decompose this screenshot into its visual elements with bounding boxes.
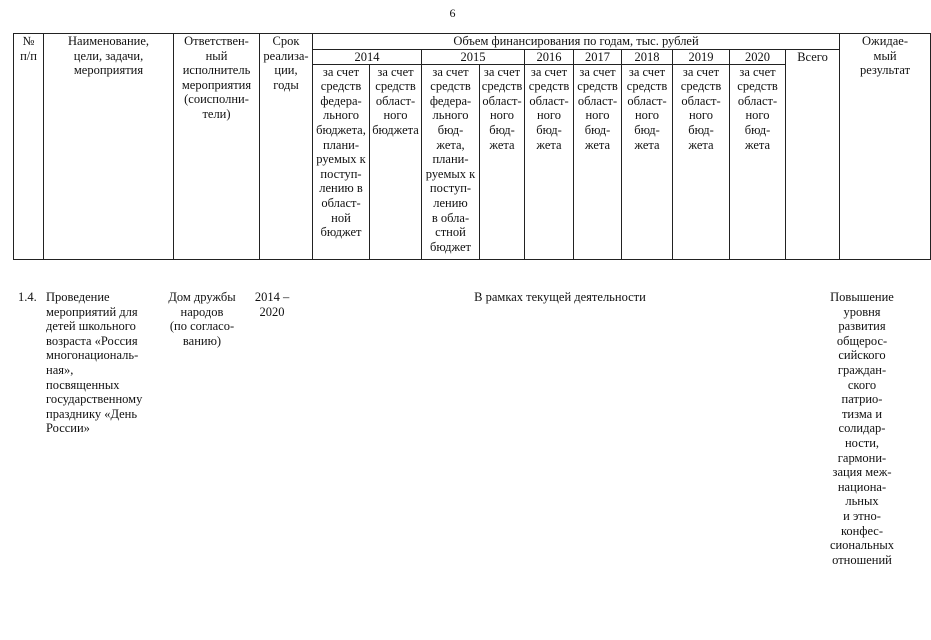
header-col-num: № п/п (14, 34, 44, 260)
page-number: 6 (449, 6, 456, 20)
header-year-2019: 2019 (673, 49, 730, 64)
header-2015-federal: за счет средств федера- льного бюд- жета, плани- руемых к поступ- лению в обла- стной бюджет (422, 64, 480, 259)
header-2018-regional: за счет средств област- ного бюд- жета (622, 64, 673, 259)
header-col-executor: Ответствен- ный исполнитель мероприятия (соисполни- тели) (174, 34, 260, 260)
header-table (13, 33, 931, 260)
header-col-financing: Объем финансирования по годам, тыс. рублей (313, 34, 840, 50)
header-year-2015: 2015 (422, 49, 525, 64)
header-year-2020: 2020 (730, 49, 786, 64)
row-financing: В рамках текущей деятельности (474, 290, 646, 304)
row-result: Повышение уровня развития общерос- сийского граждан- ского патрио- тизма и солидар- ности, гармони- зация меж- национа- льных и этно- конфес- сиональных отношений (829, 290, 895, 567)
header-2020-regional: за счет средств област- ного бюд- жета (730, 64, 786, 259)
row-term: 2014 – 2020 (254, 290, 290, 319)
header-total: Всего (786, 49, 840, 259)
header-2014-federal: за счет средств федера- льного бюджета, плани- руемых к поступ- лению в област- ной бюджет (313, 64, 370, 259)
header-year-2017: 2017 (574, 49, 622, 64)
header-col-term: Срок реализа- ции, годы (260, 34, 313, 260)
header-2014-regional: за счет средств област- ного бюджета (370, 64, 422, 259)
header-2019-regional: за счет средств област- ного бюд- жета (673, 64, 730, 259)
header-2016-regional: за счет средств област- ного бюд- жета (525, 64, 574, 259)
header-year-2018: 2018 (622, 49, 673, 64)
header-col-result: Ожидае- мый результат (840, 34, 931, 260)
header-col-name: Наименование, цели, задачи, мероприятия (44, 34, 174, 260)
row-name: Проведение мероприятий для детей школьного возраста «Россия многонациональ- ная», посвященных государственному празднику «День России» (46, 290, 143, 436)
row-number: 1.4. (18, 290, 37, 304)
header-2015-regional: за счет средств област- ного бюд- жета (480, 64, 525, 259)
header-2017-regional: за счет средств област- ного бюд- жета (574, 64, 622, 259)
row-executor: Дом дружбы народов (по согласо- ванию) (168, 290, 236, 348)
header-year-2014: 2014 (313, 49, 422, 64)
header-year-2016: 2016 (525, 49, 574, 64)
